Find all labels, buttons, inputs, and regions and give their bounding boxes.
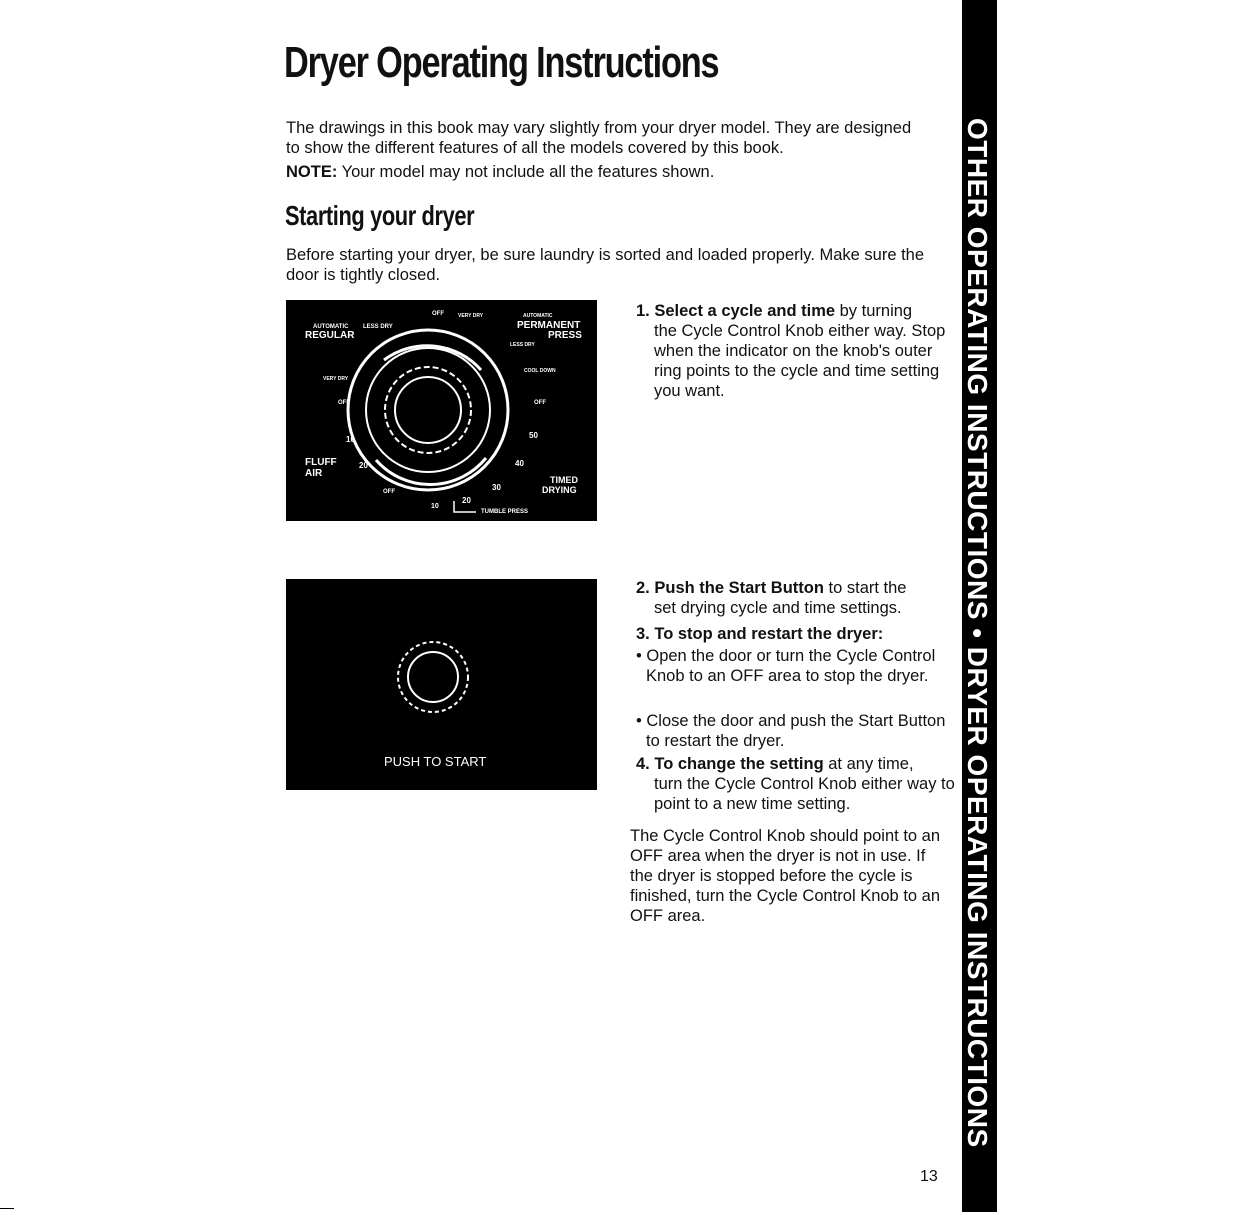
sidebar-section-label: OTHER OPERATING INSTRUCTIONS • DRYER OPERATING INSTRUCTIONS	[961, 118, 993, 1148]
label-20-bottom: 20	[462, 496, 471, 505]
bullet-close-door: • Close the door and push the Start Button to restart the dryer.	[636, 712, 946, 750]
label-permanent: PERMANENT	[517, 320, 581, 331]
bottom-rule-mark	[0, 1208, 14, 1209]
step-1-lead: Select a cycle and time	[654, 302, 836, 320]
section-tab-sidebar	[962, 0, 997, 1212]
note-label: NOTE:	[286, 163, 338, 181]
step-2-number: 2.	[636, 579, 650, 597]
push-to-start-label: PUSH TO START	[384, 754, 487, 769]
cycle-control-knob-illustration	[286, 300, 597, 521]
label-less-dry-left: LESS DRY	[363, 324, 393, 330]
label-air: AIR	[305, 468, 323, 479]
knob-inner-face	[385, 367, 471, 453]
label-30: 30	[492, 483, 501, 492]
note-text: Your model may not include all the features shown.	[337, 163, 715, 181]
label-cool-down: COOL DOWN	[524, 368, 556, 374]
label-automatic-regular-top: AUTOMATIC	[313, 324, 349, 330]
bullet-open-door: • Open the door or turn the Cycle Control Knob to an OFF area to stop the dryer.	[636, 647, 936, 685]
label-drying: DRYING	[542, 485, 577, 495]
step-2	[636, 578, 956, 618]
label-off-bottom: OFF	[383, 489, 395, 495]
label-fluff: FLUFF	[305, 457, 337, 468]
step-4-lead: To change the setting	[654, 755, 824, 773]
label-off-right: OFF	[534, 400, 546, 406]
label-10-left: 10	[346, 435, 355, 444]
step-3-bullet-1	[636, 646, 946, 686]
page-title: Dryer Operating Instructions	[284, 38, 719, 87]
label-20-left: 20	[359, 461, 368, 470]
label-off-top: OFF	[432, 311, 444, 317]
knob-drawing	[286, 300, 597, 521]
step-1-continuation: the Cycle Control Knob either way. Stop when the indicator on the knob's outer ring points to the cycle and time setting you want.	[654, 322, 946, 400]
label-50: 50	[529, 431, 538, 440]
step-4-number: 4.	[636, 755, 650, 773]
step-4	[636, 754, 956, 814]
label-regular: REGULAR	[305, 330, 355, 341]
label-less-dry-right: LESS DRY	[510, 342, 535, 348]
step-1-rest: by turning	[835, 302, 913, 320]
knob-center	[395, 377, 461, 443]
closing-paragraph: The Cycle Control Knob should point to an OFF area when the dryer is not in use. If the dryer is stopped before the cycle is finished, turn the Cycle Control Knob to an OFF area.	[630, 827, 941, 925]
label-very-dry-top: VERY DRY	[458, 313, 484, 319]
label-10-bottom: 10	[431, 503, 439, 510]
section-heading: Starting your dryer	[285, 200, 475, 231]
label-tumble-press: TUMBLE PRESS	[481, 509, 529, 515]
step-1-number: 1.	[636, 302, 650, 320]
start-button	[408, 652, 458, 702]
step-3	[636, 624, 956, 644]
step-4-rest: at any time,	[823, 755, 914, 773]
step-2-rest: to start the	[823, 579, 907, 597]
intro-paragraph: The drawings in this book may vary slightly from your dryer model. They are designed to show the different features of all the models covered by this book.	[286, 119, 912, 157]
step-3-bullet-2	[636, 711, 946, 751]
step-2-lead: Push the Start Button	[654, 579, 824, 597]
knob-indicator-arc	[384, 346, 481, 370]
label-press: PRESS	[548, 330, 582, 341]
start-button-drawing	[286, 579, 597, 790]
step-3-number: 3.	[636, 625, 650, 643]
label-automatic-pp-top: AUTOMATIC	[523, 313, 553, 319]
label-very-dry-left: VERY DRY	[323, 376, 349, 382]
note-paragraph	[286, 162, 714, 182]
step-4-continuation: turn the Cycle Control Knob either way to point to a new time setting.	[654, 775, 955, 813]
label-40: 40	[515, 459, 524, 468]
step-2-continuation: set drying cycle and time settings.	[654, 599, 902, 617]
label-off-left: OFF	[338, 400, 350, 406]
page-number: 13	[920, 1168, 938, 1185]
label-timed: TIMED	[550, 475, 578, 485]
knob-outer-ring	[348, 330, 508, 490]
step-1	[636, 301, 956, 401]
step-3-lead: To stop and restart the dryer:	[654, 625, 884, 643]
before-paragraph: Before starting your dryer, be sure laundry is sorted and loaded properly. Make sure the door is tightly closed.	[286, 246, 925, 284]
start-button-illustration	[286, 579, 597, 790]
